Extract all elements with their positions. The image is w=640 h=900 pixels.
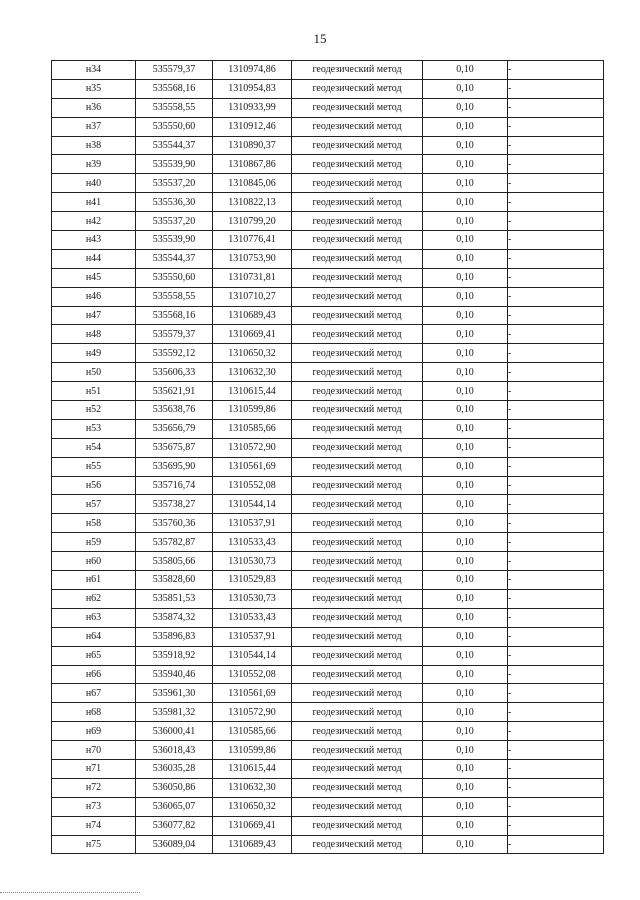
- x-coordinate-cell: 535638,76: [136, 401, 213, 420]
- description-cell: -: [508, 382, 604, 401]
- method-cell: геодезический метод: [292, 61, 423, 80]
- description-cell: -: [508, 231, 604, 250]
- method-cell: геодезический метод: [292, 401, 423, 420]
- y-coordinate-cell: 1310689,43: [213, 835, 292, 854]
- table-row: [52, 438, 604, 457]
- table-row: [52, 155, 604, 174]
- point-id-cell: н34: [52, 61, 136, 80]
- accuracy-cell: 0,10: [423, 646, 508, 665]
- y-coordinate-cell: 1310537,91: [213, 627, 292, 646]
- table-row: [52, 778, 604, 797]
- accuracy-cell: 0,10: [423, 722, 508, 741]
- y-coordinate-cell: 1310689,43: [213, 306, 292, 325]
- accuracy-cell: 0,10: [423, 193, 508, 212]
- method-cell: геодезический метод: [292, 589, 423, 608]
- x-coordinate-cell: 535550,60: [136, 117, 213, 136]
- x-coordinate-cell: 535606,33: [136, 363, 213, 382]
- description-cell: -: [508, 476, 604, 495]
- accuracy-cell: 0,10: [423, 665, 508, 684]
- point-id-cell: н37: [52, 117, 136, 136]
- x-coordinate-cell: 535675,87: [136, 438, 213, 457]
- method-cell: геодезический метод: [292, 306, 423, 325]
- method-cell: геодезический метод: [292, 117, 423, 136]
- table-row: [52, 344, 604, 363]
- method-cell: геодезический метод: [292, 457, 423, 476]
- y-coordinate-cell: 1310615,44: [213, 759, 292, 778]
- description-cell: -: [508, 759, 604, 778]
- description-cell: -: [508, 816, 604, 835]
- point-id-cell: н45: [52, 268, 136, 287]
- description-cell: -: [508, 401, 604, 420]
- x-coordinate-cell: 535940,46: [136, 665, 213, 684]
- table-row: [52, 722, 604, 741]
- x-coordinate-cell: 535782,87: [136, 533, 213, 552]
- x-coordinate-cell: 535550,60: [136, 268, 213, 287]
- y-coordinate-cell: 1310650,32: [213, 797, 292, 816]
- y-coordinate-cell: 1310615,44: [213, 382, 292, 401]
- description-cell: -: [508, 117, 604, 136]
- x-coordinate-cell: 535539,90: [136, 155, 213, 174]
- x-coordinate-cell: 535568,16: [136, 79, 213, 98]
- x-coordinate-cell: 535537,20: [136, 212, 213, 231]
- table-row: [52, 608, 604, 627]
- table-row: [52, 571, 604, 590]
- table-row: [52, 476, 604, 495]
- accuracy-cell: 0,10: [423, 797, 508, 816]
- x-coordinate-cell: 536000,41: [136, 722, 213, 741]
- point-id-cell: н58: [52, 514, 136, 533]
- y-coordinate-cell: 1310890,37: [213, 136, 292, 155]
- accuracy-cell: 0,10: [423, 136, 508, 155]
- point-id-cell: н43: [52, 231, 136, 250]
- x-coordinate-cell: 535592,12: [136, 344, 213, 363]
- y-coordinate-cell: 1310731,81: [213, 268, 292, 287]
- accuracy-cell: 0,10: [423, 457, 508, 476]
- point-id-cell: н62: [52, 589, 136, 608]
- description-cell: -: [508, 797, 604, 816]
- accuracy-cell: 0,10: [423, 778, 508, 797]
- table-row: [52, 287, 604, 306]
- description-cell: -: [508, 306, 604, 325]
- method-cell: геодезический метод: [292, 759, 423, 778]
- accuracy-cell: 0,10: [423, 419, 508, 438]
- method-cell: геодезический метод: [292, 174, 423, 193]
- x-coordinate-cell: 535621,91: [136, 382, 213, 401]
- table-row: [52, 61, 604, 80]
- description-cell: -: [508, 646, 604, 665]
- accuracy-cell: 0,10: [423, 514, 508, 533]
- table-row: [52, 665, 604, 684]
- table-row: [52, 363, 604, 382]
- point-id-cell: н69: [52, 722, 136, 741]
- y-coordinate-cell: 1310669,41: [213, 325, 292, 344]
- table-row: [52, 212, 604, 231]
- description-cell: -: [508, 741, 604, 760]
- point-id-cell: н35: [52, 79, 136, 98]
- description-cell: -: [508, 684, 604, 703]
- method-cell: геодезический метод: [292, 98, 423, 117]
- y-coordinate-cell: 1310533,43: [213, 533, 292, 552]
- description-cell: -: [508, 136, 604, 155]
- point-id-cell: н41: [52, 193, 136, 212]
- table-row: [52, 835, 604, 854]
- table-row: [52, 495, 604, 514]
- y-coordinate-cell: 1310974,86: [213, 61, 292, 80]
- accuracy-cell: 0,10: [423, 495, 508, 514]
- page-number: 15: [313, 31, 327, 46]
- x-coordinate-cell: 535539,90: [136, 231, 213, 250]
- point-id-cell: н44: [52, 249, 136, 268]
- description-cell: -: [508, 665, 604, 684]
- x-coordinate-cell: 535656,79: [136, 419, 213, 438]
- point-id-cell: н70: [52, 741, 136, 760]
- y-coordinate-cell: 1310599,86: [213, 741, 292, 760]
- method-cell: геодезический метод: [292, 533, 423, 552]
- description-cell: -: [508, 419, 604, 438]
- method-cell: геодезический метод: [292, 344, 423, 363]
- accuracy-cell: 0,10: [423, 476, 508, 495]
- table-row: [52, 382, 604, 401]
- y-coordinate-cell: 1310585,66: [213, 722, 292, 741]
- table-row: [52, 231, 604, 250]
- x-coordinate-cell: 535874,32: [136, 608, 213, 627]
- accuracy-cell: 0,10: [423, 98, 508, 117]
- point-id-cell: н40: [52, 174, 136, 193]
- table-row: [52, 117, 604, 136]
- description-cell: -: [508, 268, 604, 287]
- accuracy-cell: 0,10: [423, 174, 508, 193]
- description-cell: -: [508, 344, 604, 363]
- y-coordinate-cell: 1310799,20: [213, 212, 292, 231]
- description-cell: -: [508, 703, 604, 722]
- description-cell: -: [508, 61, 604, 80]
- point-id-cell: н72: [52, 778, 136, 797]
- x-coordinate-cell: 535760,36: [136, 514, 213, 533]
- coordinates-table: [51, 60, 604, 854]
- description-cell: -: [508, 155, 604, 174]
- point-id-cell: н68: [52, 703, 136, 722]
- accuracy-cell: 0,10: [423, 589, 508, 608]
- table-row: [52, 98, 604, 117]
- method-cell: геодезический метод: [292, 703, 423, 722]
- description-cell: -: [508, 249, 604, 268]
- y-coordinate-cell: 1310552,08: [213, 665, 292, 684]
- point-id-cell: н52: [52, 401, 136, 420]
- method-cell: геодезический метод: [292, 212, 423, 231]
- accuracy-cell: 0,10: [423, 155, 508, 174]
- y-coordinate-cell: 1310572,90: [213, 438, 292, 457]
- table-row: [52, 552, 604, 571]
- x-coordinate-cell: 535558,55: [136, 287, 213, 306]
- accuracy-cell: 0,10: [423, 759, 508, 778]
- y-coordinate-cell: 1310544,14: [213, 495, 292, 514]
- table-row: [52, 306, 604, 325]
- y-coordinate-cell: 1310572,90: [213, 703, 292, 722]
- method-cell: геодезический метод: [292, 382, 423, 401]
- point-id-cell: н49: [52, 344, 136, 363]
- point-id-cell: н64: [52, 627, 136, 646]
- method-cell: геодезический метод: [292, 193, 423, 212]
- method-cell: геодезический метод: [292, 438, 423, 457]
- point-id-cell: н57: [52, 495, 136, 514]
- point-id-cell: н66: [52, 665, 136, 684]
- description-cell: -: [508, 363, 604, 382]
- table-row: [52, 174, 604, 193]
- accuracy-cell: 0,10: [423, 533, 508, 552]
- accuracy-cell: 0,10: [423, 741, 508, 760]
- y-coordinate-cell: 1310954,83: [213, 79, 292, 98]
- method-cell: геодезический метод: [292, 646, 423, 665]
- accuracy-cell: 0,10: [423, 552, 508, 571]
- point-id-cell: н65: [52, 646, 136, 665]
- x-coordinate-cell: 535537,20: [136, 174, 213, 193]
- point-id-cell: н55: [52, 457, 136, 476]
- description-cell: -: [508, 589, 604, 608]
- table-row: [52, 136, 604, 155]
- table-row: [52, 646, 604, 665]
- x-coordinate-cell: 535568,16: [136, 306, 213, 325]
- accuracy-cell: 0,10: [423, 117, 508, 136]
- method-cell: геодезический метод: [292, 155, 423, 174]
- table-row: [52, 268, 604, 287]
- y-coordinate-cell: 1310933,99: [213, 98, 292, 117]
- point-id-cell: н63: [52, 608, 136, 627]
- method-cell: геодезический метод: [292, 835, 423, 854]
- y-coordinate-cell: 1310776,41: [213, 231, 292, 250]
- method-cell: геодезический метод: [292, 79, 423, 98]
- accuracy-cell: 0,10: [423, 571, 508, 590]
- point-id-cell: н53: [52, 419, 136, 438]
- x-coordinate-cell: 535544,37: [136, 136, 213, 155]
- description-cell: -: [508, 79, 604, 98]
- description-cell: -: [508, 627, 604, 646]
- y-coordinate-cell: 1310710,27: [213, 287, 292, 306]
- method-cell: геодезический метод: [292, 552, 423, 571]
- y-coordinate-cell: 1310753,90: [213, 249, 292, 268]
- accuracy-cell: 0,10: [423, 382, 508, 401]
- description-cell: -: [508, 98, 604, 117]
- table-row: [52, 816, 604, 835]
- y-coordinate-cell: 1310585,66: [213, 419, 292, 438]
- table-row: [52, 193, 604, 212]
- method-cell: геодезический метод: [292, 495, 423, 514]
- table-row: [52, 627, 604, 646]
- accuracy-cell: 0,10: [423, 61, 508, 80]
- y-coordinate-cell: 1310669,41: [213, 816, 292, 835]
- description-cell: -: [508, 287, 604, 306]
- description-cell: -: [508, 193, 604, 212]
- method-cell: геодезический метод: [292, 136, 423, 155]
- y-coordinate-cell: 1310544,14: [213, 646, 292, 665]
- x-coordinate-cell: 535738,27: [136, 495, 213, 514]
- accuracy-cell: 0,10: [423, 79, 508, 98]
- point-id-cell: н48: [52, 325, 136, 344]
- x-coordinate-cell: 535961,30: [136, 684, 213, 703]
- description-cell: -: [508, 835, 604, 854]
- table-row: [52, 79, 604, 98]
- method-cell: геодезический метод: [292, 608, 423, 627]
- accuracy-cell: 0,10: [423, 344, 508, 363]
- description-cell: -: [508, 174, 604, 193]
- table-row: [52, 419, 604, 438]
- description-cell: -: [508, 212, 604, 231]
- point-id-cell: н75: [52, 835, 136, 854]
- table-row: [52, 249, 604, 268]
- point-id-cell: н73: [52, 797, 136, 816]
- x-coordinate-cell: 535579,37: [136, 325, 213, 344]
- method-cell: геодезический метод: [292, 741, 423, 760]
- x-coordinate-cell: 535716,74: [136, 476, 213, 495]
- point-id-cell: н60: [52, 552, 136, 571]
- description-cell: -: [508, 571, 604, 590]
- method-cell: геодезический метод: [292, 325, 423, 344]
- point-id-cell: н74: [52, 816, 136, 835]
- table-row: [52, 759, 604, 778]
- coordinates-table-body: [52, 61, 604, 854]
- method-cell: геодезический метод: [292, 249, 423, 268]
- x-coordinate-cell: 535544,37: [136, 249, 213, 268]
- x-coordinate-cell: 536018,43: [136, 741, 213, 760]
- y-coordinate-cell: 1310632,30: [213, 778, 292, 797]
- method-cell: геодезический метод: [292, 514, 423, 533]
- point-id-cell: н38: [52, 136, 136, 155]
- x-coordinate-cell: 536035,28: [136, 759, 213, 778]
- accuracy-cell: 0,10: [423, 816, 508, 835]
- point-id-cell: н39: [52, 155, 136, 174]
- accuracy-cell: 0,10: [423, 363, 508, 382]
- y-coordinate-cell: 1310561,69: [213, 457, 292, 476]
- y-coordinate-cell: 1310867,86: [213, 155, 292, 174]
- x-coordinate-cell: 535695,90: [136, 457, 213, 476]
- method-cell: геодезический метод: [292, 684, 423, 703]
- point-id-cell: н61: [52, 571, 136, 590]
- x-coordinate-cell: 535805,66: [136, 552, 213, 571]
- method-cell: геодезический метод: [292, 816, 423, 835]
- table-row: [52, 325, 604, 344]
- description-cell: -: [508, 778, 604, 797]
- description-cell: -: [508, 514, 604, 533]
- y-coordinate-cell: 1310537,91: [213, 514, 292, 533]
- y-coordinate-cell: 1310650,32: [213, 344, 292, 363]
- method-cell: геодезический метод: [292, 722, 423, 741]
- method-cell: геодезический метод: [292, 476, 423, 495]
- accuracy-cell: 0,10: [423, 287, 508, 306]
- accuracy-cell: 0,10: [423, 249, 508, 268]
- point-id-cell: н51: [52, 382, 136, 401]
- y-coordinate-cell: 1310845,06: [213, 174, 292, 193]
- accuracy-cell: 0,10: [423, 306, 508, 325]
- y-coordinate-cell: 1310552,08: [213, 476, 292, 495]
- description-cell: -: [508, 533, 604, 552]
- accuracy-cell: 0,10: [423, 325, 508, 344]
- y-coordinate-cell: 1310822,13: [213, 193, 292, 212]
- description-cell: -: [508, 495, 604, 514]
- point-id-cell: н47: [52, 306, 136, 325]
- accuracy-cell: 0,10: [423, 438, 508, 457]
- y-coordinate-cell: 1310912,46: [213, 117, 292, 136]
- accuracy-cell: 0,10: [423, 703, 508, 722]
- description-cell: -: [508, 552, 604, 571]
- point-id-cell: н42: [52, 212, 136, 231]
- x-coordinate-cell: 535896,83: [136, 627, 213, 646]
- accuracy-cell: 0,10: [423, 212, 508, 231]
- table-row: [52, 797, 604, 816]
- point-id-cell: н46: [52, 287, 136, 306]
- bottom-divider: [0, 892, 140, 893]
- method-cell: геодезический метод: [292, 419, 423, 438]
- method-cell: геодезический метод: [292, 287, 423, 306]
- y-coordinate-cell: 1310530,73: [213, 589, 292, 608]
- point-id-cell: н59: [52, 533, 136, 552]
- description-cell: -: [508, 457, 604, 476]
- method-cell: геодезический метод: [292, 363, 423, 382]
- description-cell: -: [508, 608, 604, 627]
- method-cell: геодезический метод: [292, 627, 423, 646]
- table-row: [52, 457, 604, 476]
- x-coordinate-cell: 535558,55: [136, 98, 213, 117]
- accuracy-cell: 0,10: [423, 231, 508, 250]
- point-id-cell: н36: [52, 98, 136, 117]
- point-id-cell: н50: [52, 363, 136, 382]
- table-row: [52, 703, 604, 722]
- y-coordinate-cell: 1310632,30: [213, 363, 292, 382]
- table-row: [52, 514, 604, 533]
- y-coordinate-cell: 1310599,86: [213, 401, 292, 420]
- accuracy-cell: 0,10: [423, 835, 508, 854]
- accuracy-cell: 0,10: [423, 608, 508, 627]
- x-coordinate-cell: 535851,53: [136, 589, 213, 608]
- point-id-cell: н56: [52, 476, 136, 495]
- x-coordinate-cell: 535828,60: [136, 571, 213, 590]
- table-row: [52, 401, 604, 420]
- accuracy-cell: 0,10: [423, 627, 508, 646]
- x-coordinate-cell: 536050,86: [136, 778, 213, 797]
- method-cell: геодезический метод: [292, 797, 423, 816]
- method-cell: геодезический метод: [292, 665, 423, 684]
- description-cell: -: [508, 325, 604, 344]
- y-coordinate-cell: 1310533,43: [213, 608, 292, 627]
- table-row: [52, 533, 604, 552]
- x-coordinate-cell: 535981,32: [136, 703, 213, 722]
- method-cell: геодезический метод: [292, 778, 423, 797]
- point-id-cell: н54: [52, 438, 136, 457]
- y-coordinate-cell: 1310530,73: [213, 552, 292, 571]
- table-row: [52, 684, 604, 703]
- x-coordinate-cell: 535918,92: [136, 646, 213, 665]
- y-coordinate-cell: 1310561,69: [213, 684, 292, 703]
- accuracy-cell: 0,10: [423, 684, 508, 703]
- accuracy-cell: 0,10: [423, 268, 508, 287]
- table-row: [52, 741, 604, 760]
- x-coordinate-cell: 536089,04: [136, 835, 213, 854]
- method-cell: геодезический метод: [292, 231, 423, 250]
- description-cell: -: [508, 722, 604, 741]
- method-cell: геодезический метод: [292, 268, 423, 287]
- x-coordinate-cell: 535579,37: [136, 61, 213, 80]
- point-id-cell: н67: [52, 684, 136, 703]
- x-coordinate-cell: 536077,82: [136, 816, 213, 835]
- point-id-cell: н71: [52, 759, 136, 778]
- table-row: [52, 589, 604, 608]
- y-coordinate-cell: 1310529,83: [213, 571, 292, 590]
- x-coordinate-cell: 535536,30: [136, 193, 213, 212]
- accuracy-cell: 0,10: [423, 401, 508, 420]
- method-cell: геодезический метод: [292, 571, 423, 590]
- description-cell: -: [508, 438, 604, 457]
- x-coordinate-cell: 536065,07: [136, 797, 213, 816]
